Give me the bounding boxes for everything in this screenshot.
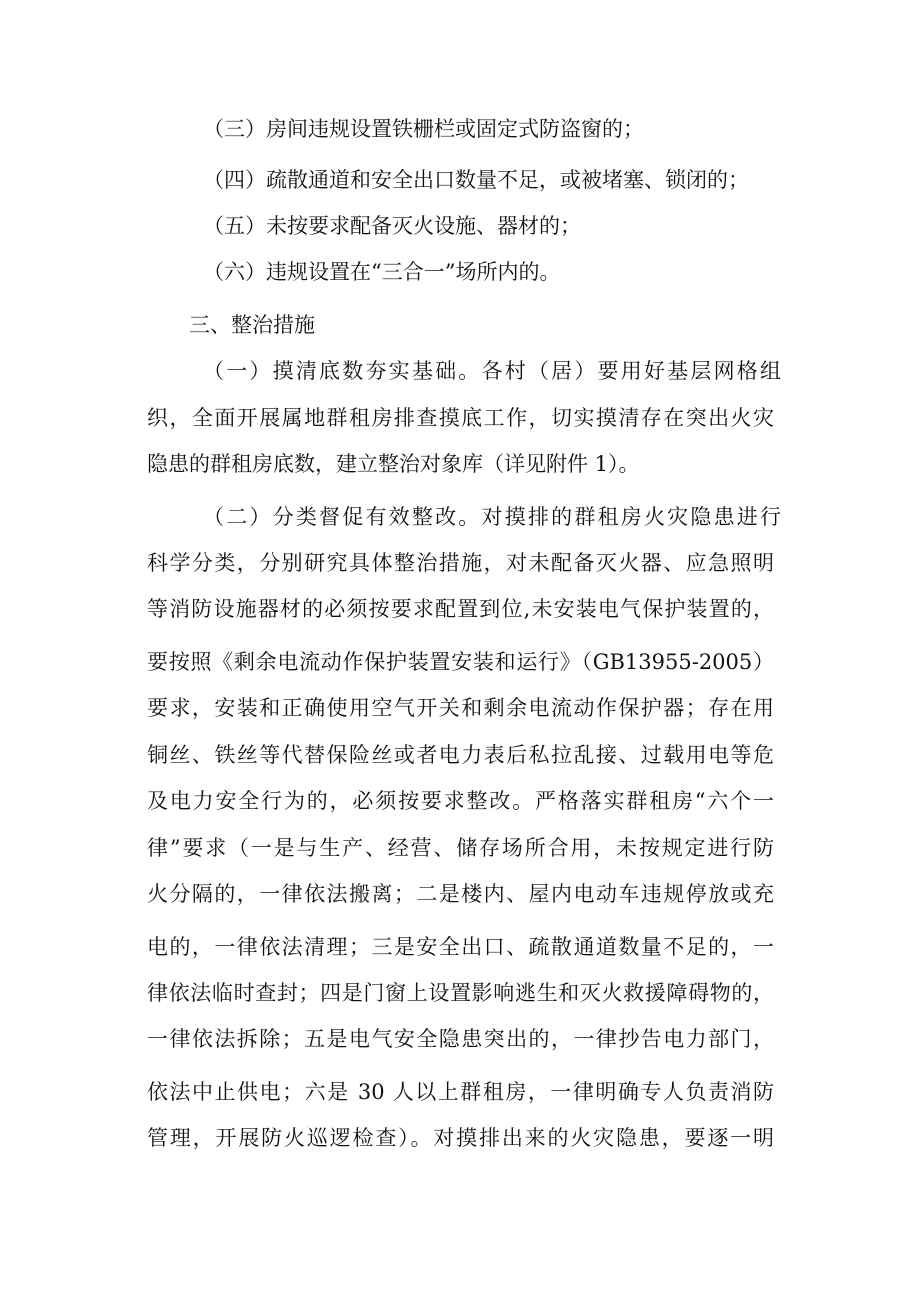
- paragraph-line: 织，全面开展属地群租房排查摸底工作，切实摸清存在突出火灾: [147, 406, 774, 430]
- paragraph-line: 等消防设施器材的必须按要求配置到位,未安装电气保护装置的，: [147, 597, 774, 621]
- paragraph-line: （一）摸清底数夯实基础。各村（居）要用好基层网格组: [203, 359, 781, 383]
- paragraph-line: 火分隔的，一律依法搬离；二是楼内、屋内电动车违规停放或充: [147, 882, 774, 906]
- paragraph-line: 律依法临时查封；四是门窗上设置影响逃生和灭火救援障碍物的，: [147, 981, 774, 1005]
- paragraph-line: 及电力安全行为的，必须按要求整改。严格落实群租房“六个一: [147, 789, 774, 813]
- paragraph-line: 一律依法拆除；五是电气安全隐患突出的，一律抄告电力部门，: [147, 1027, 774, 1051]
- paragraph-line: 要求，安装和正确使用空气开关和剩余电流动作保护器；存在用: [147, 696, 774, 720]
- paragraph-line: （五）未按要求配备灭火设施、器材的；: [203, 214, 581, 238]
- paragraph-line: 依法中止供电；六是 30 人以上群租房，一律明确专人负责消防: [147, 1080, 774, 1104]
- paragraph-line: （六）违规设置在“三合一”场所内的。: [203, 260, 561, 284]
- paragraph-line: （二）分类督促有效整改。对摸排的群租房火灾隐患进行: [203, 505, 781, 529]
- paragraph-line: 管理，开展防火巡逻检查）。对摸排出来的火灾隐患，要逐一明: [147, 1126, 774, 1150]
- paragraph-line: 科学分类，分别研究具体整治措施，对未配备灭火器、应急照明: [147, 551, 774, 575]
- paragraph-line: 电的，一律依法清理；三是安全出口、疏散通道数量不足的，一: [147, 935, 774, 959]
- paragraph-line: （三）房间违规设置铁栅栏或固定式防盗窗的；: [203, 117, 644, 141]
- section-heading: 三、整治措施: [189, 313, 315, 337]
- paragraph-line: 铜丝、铁丝等代替保险丝或者电力表后私拉乱接、过载用电等危: [147, 743, 774, 767]
- paragraph-line: 隐患的群租房底数，建立整治对象库（详见附件 1）。: [147, 452, 640, 476]
- paragraph-line: （四）疏散通道和安全出口数量不足，或被堵塞、锁闭的；: [203, 168, 749, 192]
- paragraph-line: 要按照《剩余电流动作保护装置安装和运行》（GB13955-2005）: [147, 650, 774, 674]
- paragraph-line: 律”要求（一是与生产、经营、储存场所合用，未按规定进行防: [147, 836, 774, 860]
